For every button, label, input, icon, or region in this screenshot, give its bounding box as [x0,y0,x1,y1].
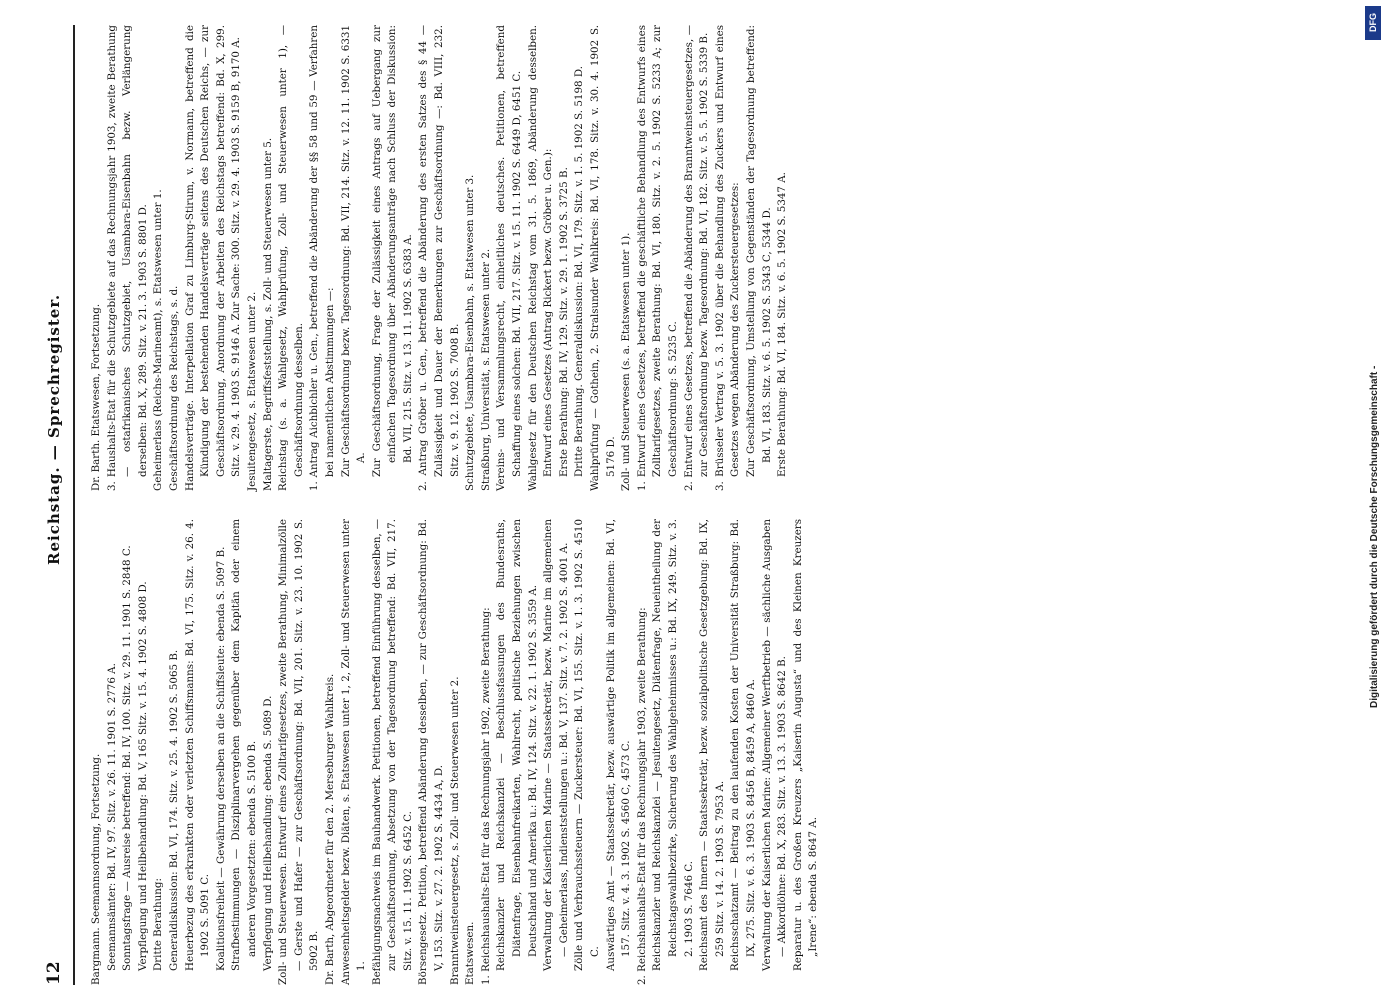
right-entry: 3. Haushalts-Etat für die Schutzgebiete auf das Rechnungsjahr 1903, zweite Berathung — ostafrikanisches Schutzgebiet, Usambara-Eisenbahn bezw. Verlängerung derselben: Bd. X, 289. Sitz. v. 21. 3. 1903 S. 8801 D. [105,25,149,491]
right-entry: Handelsverträge. Interpellation Graf zu Limburg-Stirum, v. Normann, betreffend die Kündigung der bestehenden Handelsverträge seitens des Deutschen Reichs, — zur Geschäftsordnung, Anordnung der Arbeiten des Reichstags betreffend: Bd. X, 299. Sitz. v. 29. 4. 1903 S. 9146 A. Zur Sache: 300. Sitz. v. 29. 4. 1903 S. 9159 B, 9170 A. [183,25,243,491]
left-entry: Generaldiskussion: Bd. VI, 174. Sitz. v. 25. 4. 1902 S. 5065 B. [167,649,180,971]
right-column [89,25,822,491]
left-entry: Branntweinsteuergesetz, s. Zoll- und Steuerwesen unter 2. [448,676,461,985]
right-entry: 2. Entwurf eines Gesetzes, betreffend die Abänderung des Branntweinsteuergesetzes, — zur Geschäftsordnung bezw. Tagesordnung: Bd. VI, 182. Sitz. v. 5. 5. 1902 S. 5339 B. [682,25,711,491]
register-columns [75,25,822,985]
left-entry: Auswärtiges Amt — Staatssekretär, bezw. auswärtige Politik im allgemeinen: Bd. VI, 157. Sitz. v. 4. 3. 1902 S. 4560 C, 4573 C. [604,519,633,971]
left-entry: Strafbestimmungen — Disziplinarvergehen gegenüber dem Kapitän oder einem anderen Vorgesetzten: ebenda S. 5100 B. [230,519,258,971]
page-number: 12 [44,961,64,985]
left-entry: 1. Reichshaushalts-Etat für das Rechnungsjahr 1902, zweite Berathung: [479,607,492,985]
left-entry: Zölle und Verbrauchssteuern — Zuckersteuer: Bd. VI, 155. Sitz. v. 1. 3. 1902 S. 4510 C. [573,519,601,971]
left-entry: Heuerbezug des erkrankten oder verletzten Schiffsmanns: Bd. VI, 175. Sitz. v. 26. 4. 1902 S. 5091 C. [183,519,212,971]
left-entry: Verpflegung und Heilbehandlung: ebenda S. 5089 D. [261,695,274,971]
right-entry: Dritte Berathung. Generaldiskussion: Bd. VI, 179. Sitz. v. 1. 5. 1902 S. 5198 D. [573,66,586,477]
right-entry: Geheimerlass (Reichs-Marineamt), s. Etatswesen unter 1. [152,189,165,491]
left-entry: Verwaltung der Kaiserlichen Marine: Allgemeiner Werftbetrieb — sächliche Ausgaben — Akkordlöhne: Bd. X, 283. Sitz. v. 13. 3. 1903 S. 8642 B. [760,519,789,971]
right-entry: Zoll- und Steuerwesen (s. a. Etatswesen unter 1). [620,232,633,491]
credit-text: Digitalisierung gefördert durch die Deutsche Forschungsgemeinschaft - [1369,365,1380,708]
right-entry: Maltagerste, Begriffsfeststellung, s. Zoll- und Steuerwesen unter 5. [261,137,274,491]
right-entry: Erste Berathung: Bd. VI, 184. Sitz. v. 6. 5. 1902 S. 5347 A. [776,172,789,477]
running-title: Reichstag. — Sprechregister. [45,293,63,565]
left-entry: Verwaltung der Kaiserlichen Marine — Staatssekretär, bezw. Marine im allgemeinen — Geheimerlass, Indienststellungen u.: Bd. V, 137. Sitz. v. 7. 2. 1902 S. 4001 A. [542,519,570,971]
digitization-credit [1369,8,1380,708]
left-entry: Reichsamt des Innern — Staatssekretär, bezw. sozialpolitische Gesetzgebung: Bd. IX, 259 Sitz. v. 14. 2. 1903 S. 7953 A. [698,519,726,971]
right-entry: Dr. Barth. Etatswesen, Fortsetzung. [90,303,102,491]
right-entry: Zur Geschäftsordnung, Frage der Zulässigkeit eines Antrags auf Uebergang zur einfachen Tagesordnung über Abänderungsanträge nach Schluss der Diskussion: Bd. VII, 215. Sitz. v. 13. 11. 1902 S. 6383 A. [370,25,414,477]
left-entry: Etatswesen. [464,921,477,985]
right-entry: Zur Geschäftsordnung, Umstellung von Gegenständen der Tagesordnung betreffend: Bd. VI, 183. Sitz. v. 6. 5. 1902 S. 5343 C, 5344 D. [744,25,773,477]
right-entry: 2. Antrag Gröber u. Gen., betreffend die Abänderung des ersten Satzes des § 44 — Zulässigkeit und Dauer der Bemerkungen zur Geschäftsordnung —: Bd. VIII, 232. Sitz. v. 9. 12. 1902 S. 7008 B. [417,25,461,491]
right-entry: Straßburg, Universität, s. Etatswesen unter 2. [479,248,492,491]
right-entry: 1. Entwurf eines Gesetzes, betreffend die geschäftliche Behandlung des Entwurfs eines Zolltarifgesetzes, zweite Berathung: Bd. VI, 180. Sitz. v. 2. 5. 1902 S. 5233 A; zur Geschäftsordnung: S. 5235 C. [635,25,679,491]
left-entry: Bargmann. Seemannsordnung, Fortsetzung. [90,753,102,985]
right-entry: Geschäftsordnung des Reichstags, s. d. [167,285,180,491]
dfg-logo: DFG [1365,6,1381,40]
left-entry: Koalitionsfreiheit — Gewährung derselben an die Schiffsleute: ebenda S. 5097 B. [214,546,227,971]
left-entry: Anwesenheitsgelder bezw. Diäten, s. Etatswesen unter 1, 2, Zoll- und Steuerwesen unter 1. [339,519,368,985]
scanned-page [35,25,1335,985]
left-entry: Sonntagsfrage — Ausreise betreffend: Bd. IV, 100. Sitz. v. 29. 11. 1901 S. 2848 C. [121,545,134,971]
right-entry: Jesuitengesetz, s. Etatswesen unter 2. [245,291,258,491]
right-entry: Reichstag (s. a. Wahlgesetz, Wahlprüfung, Zoll- und Steuerwesen unter 1), — Geschäftsordnung desselben. [277,25,305,491]
left-entry: Zoll- und Steuerwesen. Entwurf eines Zolltarifgesetzes, zweite Berathung, Minimalzölle — Gerste und Hafer — zur Geschäftsordnung: Bd. VII, 201. Sitz. v. 23. 10. 1902 S. 5902 B. [277,519,321,985]
left-entry: Reichskanzler und Reichskanzlei — Jesuitengesetz, Diätenfrage, Neueintheilung der Reichstagswahlbezirke, Sicherung des Wahlgeheimnisses u.: Bd. IX, 249. Sitz. v. 3. 2. 1903 S. 7646 C. [651,519,695,971]
right-entry: Wahlgesetz für den Deutschen Reichstag vom 31. 5. 1869, Abänderung desselben. Entwurf eines Gesetzes (Antrag Rickert bezw. Gröber u. Gen.): [526,25,555,491]
right-entry: 3. Brüsseler Vertrag v. 5. 3. 1902 über die Behandlung des Zuckers und Entwurf eines Gesetzes wegen Abänderung des Zuckersteuergesetzes: [713,25,742,491]
left-entry: Reichsschatzamt — Beitrag zu den laufenden Kosten der Universität Straßburg: Bd. IX, 275. Sitz. v. 6. 3. 1903 S. 8456 B, 8459 A, 8460 A. [729,519,757,971]
left-entry: Dritte Berathung: [152,878,165,971]
left-entry: Börsengesetz. Petition, betreffend Abänderung desselben, — zur Geschäftsordnung: Bd. V, 153. Sitz. v. 27. 2. 1902 S. 4434 A, D. [417,519,446,985]
left-entry: Reichskanzler und Reichskanzlei — Beschlussfassungen des Bundesraths, Diätenfrage, Eisenbahnfreikarten, Wahlrecht, politische Beziehungen zwischen Deutschland und Amerika u.: Bd. IV, 124. Sitz. v. 22. 1. 1902 S. 3559 A. [495,519,539,971]
page-header [35,25,75,985]
right-entry: Vereins- und Versammlungsrecht, einheitliches deutsches. Petitionen, betreffend Schaffung eines solchen: Bd. VII, 217. Sitz. v. 15. 11. 1902 S. 6449 D, 6451 C. [495,25,524,491]
right-entry: Schutzgebiete, Usambara-Eisenbahn, s. Etatswesen unter 3. [464,174,477,491]
right-entry: 1. Antrag Aichbichler u. Gen., betreffend die Abänderung der §§ 58 und 59 — Verfahren bei namentlichen Abstimmungen —: [308,25,336,491]
left-entry: Seemannsämter: Bd. IV, 97. Sitz. v. 26. 11. 1901 S. 2776 A. [105,663,118,971]
left-column [89,519,822,985]
left-entry: Verpflegung und Heilbehandlung: Bd. V, 165 Sitz. v. 15. 4. 1902 S. 4808 D. [136,581,149,971]
left-entry: Reparatur u. des Großen Kreuzers „Kaiserin Augusta“ und des Kleinen Kreuzers „Irene“: ebenda S. 8647 A. [791,519,820,971]
right-entry: Zur Geschäftsordnung bezw. Tagesordnung: Bd. VII, 214. Sitz. v. 12. 11. 1902 S. 6331 A. [339,25,368,477]
right-entry: Wahlprüfung — Gothein, 2. Stralsunder Wahlkreis: Bd. VI, 178. Sitz. v. 30. 4. 1902 S. 5176 D. [589,25,617,491]
left-entry: 2. Reichshaushalts-Etat für das Rechnungsjahr 1903, zweite Berathung: [635,607,648,985]
left-entry: Dr. Barth, Abgeordneter für den 2. Merseburger Wahlkreis. [323,673,336,985]
right-entry: Erste Berathung: Bd. IV, 129. Sitz. v. 29. 1. 1902 S. 3725 B. [557,167,570,477]
left-entry: Befähigungsnachweis im Bauhandwerk. Petitionen, betreffend Einführung desselben, — zur Geschäftsordnung, Absetzung von der Tagesordnung betreffend: Bd. VII, 217. Sitz. v. 15. 11. 1902 S. 6452 C. [370,519,414,985]
